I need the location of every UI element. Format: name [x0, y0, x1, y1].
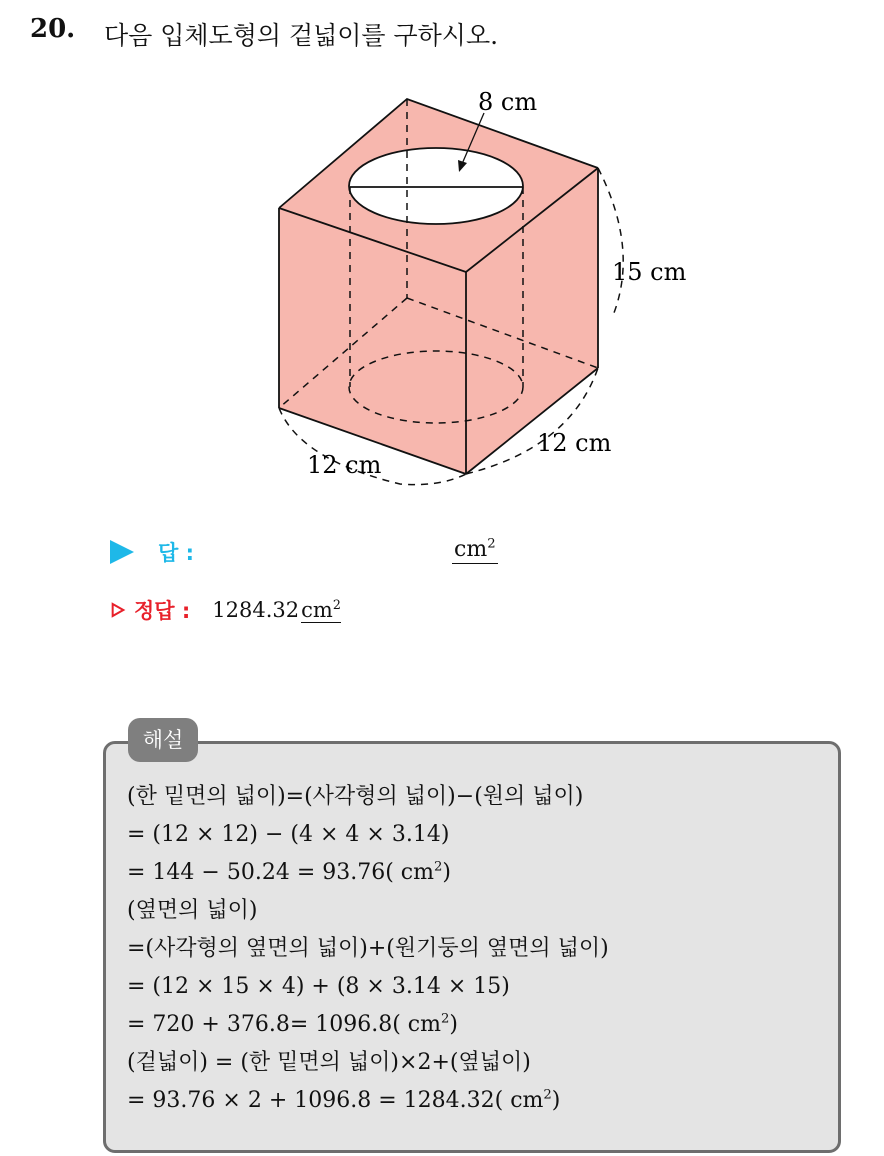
solution-lines	[127, 778, 609, 1120]
question-number: 20.	[30, 14, 76, 44]
solution-line: = 144 − 50.24 = 93.76( $cm^2$)	[127, 859, 451, 885]
answer-label: 답 :	[158, 541, 194, 565]
label-left-edge: 12 cm	[307, 451, 382, 479]
solution-tag: 해설	[128, 718, 198, 762]
answer-row	[110, 537, 194, 567]
question-text: 다음 입체도형의 겉넓이를 구하시오.	[104, 21, 499, 50]
solution-line: =(사각형의 옆면의 넓이)+(원기둥의 옆면의 넓이)	[127, 936, 609, 961]
solution-line: = 93.76 × 2 + 1096.8 = 1284.32( $cm^2$)	[127, 1087, 561, 1113]
solution-line: = (12 × 15 × 4) + (8 × 3.14 × 15)	[127, 974, 510, 999]
solution-line: (옆면의 넓이)	[127, 898, 258, 923]
outline-triangle-icon	[110, 602, 126, 618]
answer-blank[interactable]	[452, 537, 498, 564]
correct-answer-row	[110, 595, 341, 625]
top-hole	[349, 148, 523, 224]
correct-unit-sup: 2	[332, 596, 341, 612]
correct-label: 정답 :	[134, 599, 191, 623]
label-right-edge: 12 cm	[537, 429, 612, 457]
label-top-diameter: 8 cm	[478, 88, 538, 116]
solid-figure-diagram	[0, 0, 884, 500]
correct-unit-wrap	[301, 598, 341, 623]
solution-line: (겉넓이) = (한 밑면의 넓이)×2+(옆넓이)	[127, 1050, 531, 1075]
label-height: 15 cm	[612, 258, 687, 286]
correct-value: 1284.32	[212, 598, 300, 622]
answer-unit-sup: 2	[487, 536, 496, 552]
play-triangle-icon	[110, 540, 134, 564]
solution-line: = (12 × 12) − (4 × 4 × 3.14)	[127, 822, 450, 847]
answer-unit: cm	[454, 537, 488, 562]
solution-line: = 720 + 376.8= 1096.8( $cm^2$)	[127, 1011, 458, 1037]
correct-unit: cm	[301, 597, 333, 622]
solution-line: (한 밑면의 넓이)=(사각형의 넓이)−(원의 넓이)	[127, 784, 584, 809]
